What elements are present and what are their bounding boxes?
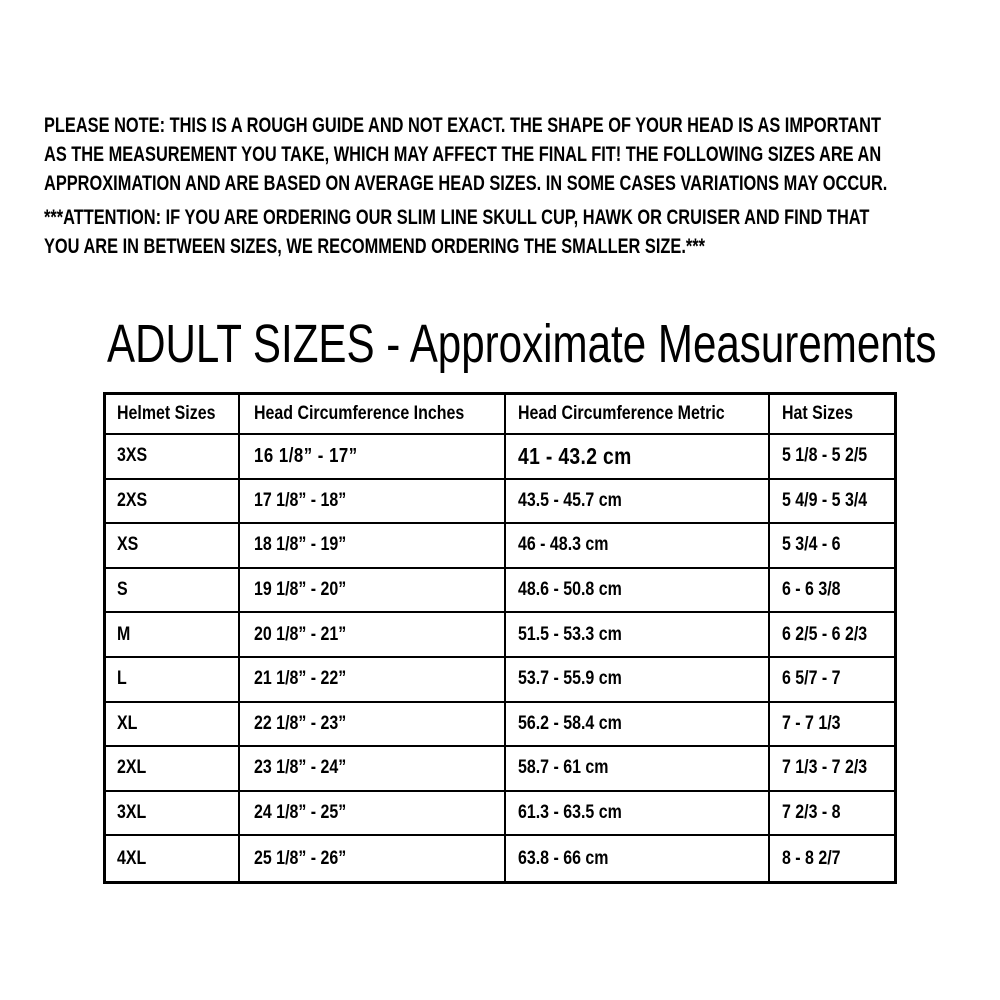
hat-size-cell xyxy=(770,569,894,614)
cell-value: 8 - 8 2/7 xyxy=(782,847,841,869)
cell-value: XS xyxy=(117,534,139,556)
helmet-size-cell xyxy=(106,792,240,837)
header-helmet-sizes xyxy=(106,395,240,435)
hat-size-cell xyxy=(770,524,894,569)
helmet-size-cell xyxy=(106,747,240,792)
header-label: Head Circumference Inches xyxy=(254,403,465,424)
metric-cell xyxy=(506,703,770,748)
cell-value: 22 1/8” - 23” xyxy=(254,712,347,734)
inches-cell xyxy=(240,703,506,748)
cell-value: 48.6 - 50.8 cm xyxy=(518,579,622,601)
cell-value: 24 1/8” - 25” xyxy=(254,802,347,824)
cell-value: 7 1/3 - 7 2/3 xyxy=(782,757,868,779)
metric-cell xyxy=(506,435,770,480)
note-line: APPROXIMATION AND ARE BASED ON AVERAGE HEAD SIZES. IN SOME CASES VARIATIONS MAY OCCUR. xyxy=(44,172,888,195)
cell-value: 46 - 48.3 cm xyxy=(518,534,609,556)
header-label: Hat Sizes xyxy=(782,403,853,424)
cell-value: 3XL xyxy=(117,802,147,824)
inches-cell xyxy=(240,747,506,792)
cell-value: 5 3/4 - 6 xyxy=(782,534,841,556)
cell-value: 6 - 6 3/8 xyxy=(782,579,841,601)
cell-value: 2XS xyxy=(117,489,148,511)
attention-paragraph xyxy=(44,203,1000,261)
metric-cell xyxy=(506,792,770,837)
helmet-size-cell xyxy=(106,435,240,480)
cell-value: 63.8 - 66 cm xyxy=(518,847,609,869)
hat-size-cell xyxy=(770,836,894,881)
note-line: PLEASE NOTE: THIS IS A ROUGH GUIDE AND NOT EXACT. THE SHAPE OF YOUR HEAD IS AS IMPORTANT xyxy=(44,114,881,137)
helmet-size-cell xyxy=(106,703,240,748)
metric-cell xyxy=(506,747,770,792)
hat-size-cell xyxy=(770,792,894,837)
cell-value: 7 - 7 1/3 xyxy=(782,712,841,734)
cell-value: 5 4/9 - 5 3/4 xyxy=(782,489,868,511)
inches-cell xyxy=(240,792,506,837)
helmet-size-cell xyxy=(106,524,240,569)
inches-cell xyxy=(240,524,506,569)
hat-size-cell xyxy=(770,747,894,792)
inches-cell xyxy=(240,569,506,614)
cell-value: S xyxy=(117,579,128,601)
cell-value: M xyxy=(117,623,131,645)
inches-cell xyxy=(240,435,506,480)
header-head-circumference-metric xyxy=(506,395,770,435)
cell-value: 43.5 - 45.7 cm xyxy=(518,489,622,511)
cell-value: XL xyxy=(117,712,138,734)
cell-value: 19 1/8” - 20” xyxy=(254,579,347,601)
metric-cell xyxy=(506,658,770,703)
adult-sizes-table xyxy=(103,392,897,884)
helmet-size-cell xyxy=(106,836,240,881)
note-line: YOU ARE IN BETWEEN SIZES, WE RECOMMEND ORDERING THE SMALLER SIZE.*** xyxy=(44,235,706,258)
cell-value: 4XL xyxy=(117,847,147,869)
inches-cell xyxy=(240,480,506,525)
cell-value: 16 1/8” - 17” xyxy=(254,444,358,467)
note-line: AS THE MEASUREMENT YOU TAKE, WHICH MAY AFFECT THE FINAL FIT! THE FOLLOWING SIZES ARE AN xyxy=(44,143,882,166)
inches-cell xyxy=(240,613,506,658)
cell-value: L xyxy=(117,668,127,690)
metric-cell xyxy=(506,613,770,658)
cell-value: 7 2/3 - 8 xyxy=(782,802,841,824)
cell-value: 61.3 - 63.5 cm xyxy=(518,802,622,824)
hat-size-cell xyxy=(770,480,894,525)
please-note-paragraph xyxy=(44,111,1000,198)
hat-size-cell xyxy=(770,435,894,480)
metric-cell xyxy=(506,524,770,569)
cell-value: 6 2/5 - 6 2/3 xyxy=(782,623,868,645)
metric-cell xyxy=(506,836,770,881)
header-head-circumference-inches xyxy=(240,395,506,435)
cell-value: 20 1/8” - 21” xyxy=(254,623,347,645)
helmet-size-cell xyxy=(106,480,240,525)
cell-value: 56.2 - 58.4 cm xyxy=(518,712,622,734)
cell-value: 58.7 - 61 cm xyxy=(518,757,609,779)
cell-value: 21 1/8” - 22” xyxy=(254,668,347,690)
cell-value: 2XL xyxy=(117,757,147,779)
header-label: Helmet Sizes xyxy=(117,403,216,424)
cell-value: 3XS xyxy=(117,445,148,467)
metric-cell xyxy=(506,569,770,614)
cell-value: 5 1/8 - 5 2/5 xyxy=(782,445,868,467)
hat-size-cell xyxy=(770,613,894,658)
header-label: Head Circumference Metric xyxy=(518,403,725,424)
inches-cell xyxy=(240,658,506,703)
note-line: ***ATTENTION: IF YOU ARE ORDERING OUR SLIM LINE SKULL CUP, HAWK OR CRUISER AND FIND THAT xyxy=(44,206,870,229)
page-title: ADULT SIZES - Approximate Measurements xyxy=(107,314,937,374)
header-hat-sizes xyxy=(770,395,894,435)
metric-cell xyxy=(506,480,770,525)
helmet-size-cell xyxy=(106,569,240,614)
cell-value: 53.7 - 55.9 cm xyxy=(518,668,622,690)
cell-value: 23 1/8” - 24” xyxy=(254,757,347,779)
helmet-size-cell xyxy=(106,613,240,658)
hat-size-cell xyxy=(770,658,894,703)
inches-cell xyxy=(240,836,506,881)
hat-size-cell xyxy=(770,703,894,748)
cell-value: 51.5 - 53.3 cm xyxy=(518,623,622,645)
cell-value: 17 1/8” - 18” xyxy=(254,489,347,511)
cell-value: 18 1/8” - 19” xyxy=(254,534,347,556)
cell-value: 25 1/8” - 26” xyxy=(254,847,347,869)
cell-value: 6 5/7 - 7 xyxy=(782,668,841,690)
cell-value: 41 - 43.2 cm xyxy=(518,442,632,469)
helmet-size-cell xyxy=(106,658,240,703)
